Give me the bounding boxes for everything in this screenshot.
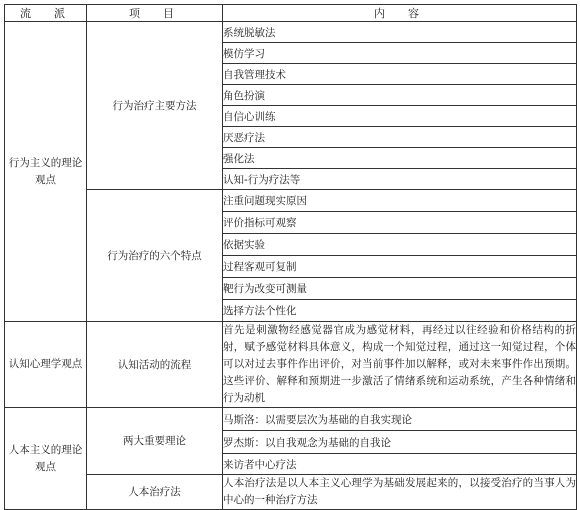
header-content: 内 容 xyxy=(223,5,577,22)
theory-cell: 罗杰斯：以自我观念为基础的自我论 xyxy=(223,431,577,454)
feature-cell: 评价指标可观察 xyxy=(223,212,577,234)
humanistic-therapy-text: 人本治疗法是以人本主义心理学为基础发展起来的，以接受治疗的当事人为中心的一种治疗方法 xyxy=(223,475,577,510)
item-behavior-features: 行为治疗的六个特点 xyxy=(87,190,223,322)
method-cell: 自我管理技术 xyxy=(223,64,577,85)
psychology-schools-table xyxy=(4,4,577,510)
table-header-row xyxy=(5,5,577,22)
item-two-theories: 两大重要理论 xyxy=(87,408,223,475)
method-cell: 系统脱敏法 xyxy=(223,22,577,43)
school-behaviorism: 行为主义的理论观点 xyxy=(5,22,87,322)
table-row xyxy=(5,190,577,212)
method-cell: 认知-行为疗法等 xyxy=(223,169,577,190)
item-cognitive-process: 认知活动的流程 xyxy=(87,322,223,408)
method-cell: 角色扮演 xyxy=(223,85,577,106)
table-row xyxy=(5,408,577,431)
table-row xyxy=(5,22,577,43)
feature-cell: 选择方法个性化 xyxy=(223,300,577,322)
feature-cell: 依据实验 xyxy=(223,234,577,256)
method-cell: 强化法 xyxy=(223,148,577,169)
table-row xyxy=(5,475,577,510)
psychology-schools-table-document xyxy=(4,4,577,510)
method-cell: 厌恶疗法 xyxy=(223,127,577,148)
feature-cell: 靶行为改变可测量 xyxy=(223,278,577,300)
feature-cell: 过程客观可复制 xyxy=(223,256,577,278)
school-cognitive: 认知心理学观点 xyxy=(5,322,87,408)
theory-cell: 马斯洛：以需要层次为基础的自我实现论 xyxy=(223,408,577,431)
method-cell: 模仿学习 xyxy=(223,43,577,64)
cognitive-process-text: 首先是刺激物经感觉器官成为感觉材料，再经过以往经验和价格结构的折射，赋予感觉材料具体意义，构成一个知觉过程，通过这一知觉过程，个体可以对过去事件作出评价，对当前事件加以解释，或对未来事件作出预期。这些评价、解释和预期进一步激活了情绪系统和运动系统，产生各种情绪和行为动机 xyxy=(223,322,577,408)
theory-cell: 来访者中心疗法 xyxy=(223,454,577,475)
header-school: 流 派 xyxy=(5,5,87,22)
method-cell: 自信心训练 xyxy=(223,106,577,127)
school-humanism: 人本主义的理论观点 xyxy=(5,408,87,510)
table-row xyxy=(5,322,577,408)
item-behavior-methods: 行为治疗主要方法 xyxy=(87,22,223,190)
header-item: 项 目 xyxy=(87,5,223,22)
item-humanistic-therapy: 人本治疗法 xyxy=(87,475,223,510)
feature-cell: 注重问题现实原因 xyxy=(223,190,577,212)
